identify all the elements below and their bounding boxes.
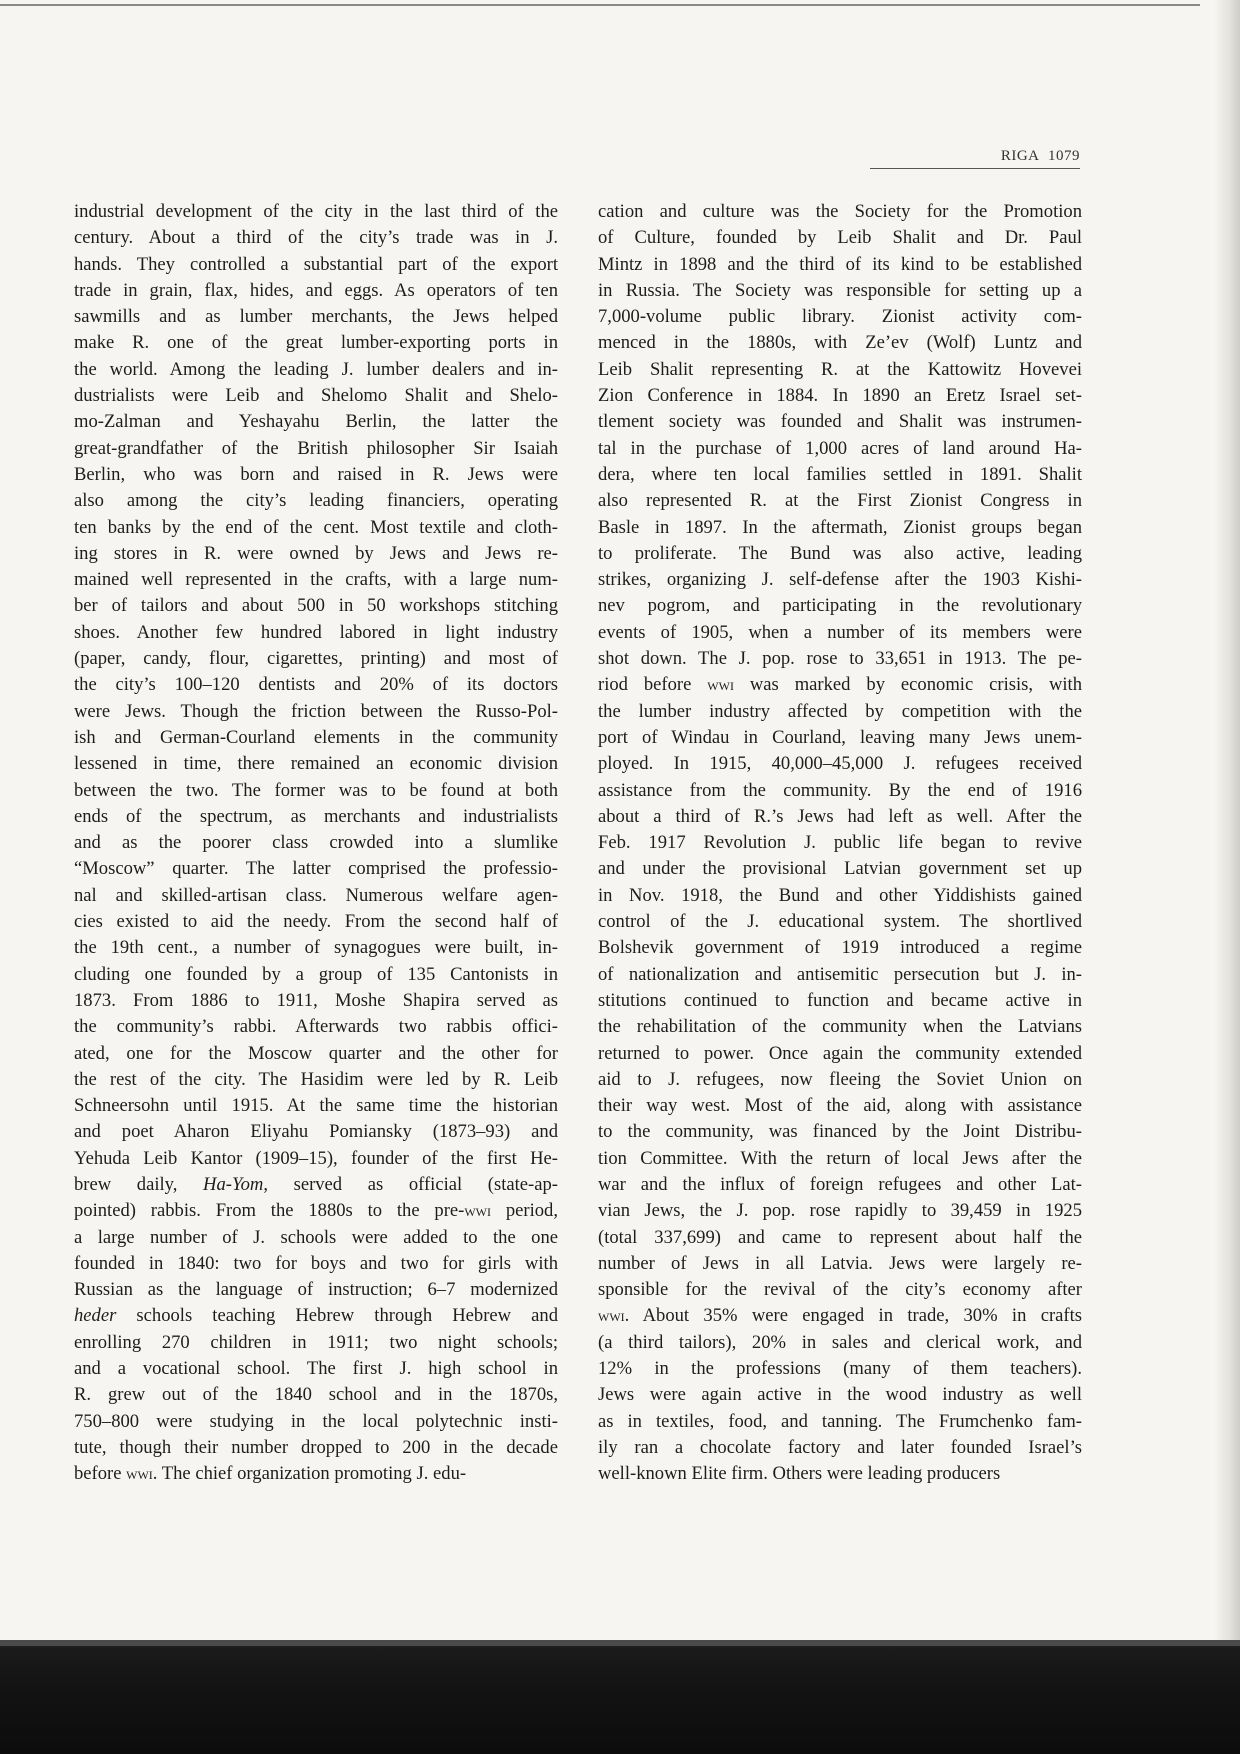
left-text-column: [74, 199, 558, 1488]
text-line: 7,000-volume public library. Zionist activity com-: [598, 306, 1082, 328]
text-line: tal in the purchase of 1,000 acres of land around Ha-: [598, 437, 1082, 459]
text-line: shot down. The J. pop. rose to 33,651 in 1913. The pe-: [598, 648, 1082, 670]
text-line: R. grew out of the 1840 school and in the 1870s,: [74, 1384, 558, 1406]
text-line: war and the influx of foreign refugees and other Lat-: [598, 1173, 1082, 1195]
text-line: before wwi. The chief organization promoting J. edu-: [74, 1463, 467, 1485]
running-header: [870, 148, 1080, 169]
text-line: enrolling 270 children in 1911; two night schools;: [74, 1331, 558, 1353]
text-line: riod before wwi was marked by economic crisis, with: [598, 674, 1083, 696]
text-line: Yehuda Leib Kantor (1909–15), founder of the first He-: [74, 1147, 558, 1169]
text-line: about a third of R.’s Jews had left as well. After the: [598, 805, 1082, 827]
text-line: events of 1905, when a number of its members were: [598, 621, 1082, 643]
text-line: and a vocational school. The first J. high school in: [74, 1358, 558, 1380]
text-line: ployed. In 1915, 40,000–45,000 J. refugees received: [598, 753, 1082, 775]
text-line: between the two. The former was to be found at both: [74, 779, 558, 801]
text-line: cluding one founded by a group of 135 Cantonists in: [74, 963, 558, 985]
text-line: 1873. From 1886 to 1911, Moshe Shapira served as: [74, 989, 558, 1011]
text-line: and poet Aharon Eliyahu Pomiansky (1873–93) and: [74, 1121, 558, 1143]
text-line: were Jews. Though the friction between the Russo-Pol-: [74, 700, 558, 722]
text-line: also represented R. at the First Zionist Congress in: [598, 490, 1082, 512]
text-line: wwi. About 35% were engaged in trade, 30% in crafts: [598, 1305, 1082, 1327]
right-text-column: [598, 199, 1082, 1488]
header-rule: [870, 168, 1080, 169]
text-line: Zion Conference in 1884. In 1890 an Eretz Israel set-: [598, 385, 1082, 407]
text-line: port of Windau in Courland, leaving many Jews unem-: [598, 726, 1082, 748]
text-line: (a third tailors), 20% in sales and clerical work, and: [598, 1331, 1082, 1353]
text-line: assistance from the community. By the end of 1916: [598, 779, 1082, 801]
text-line: great-grandfather of the British philosopher Sir Isaiah: [74, 437, 558, 459]
text-line: and under the provisional Latvian government set up: [598, 858, 1082, 880]
text-line: make R. one of the great lumber-exporting ports in: [74, 332, 558, 354]
text-line: ends of the spectrum, as merchants and industrialists: [74, 805, 558, 827]
text-line: Mintz in 1898 and the third of its kind to be established: [598, 253, 1082, 275]
text-line: tlement society was founded and Shalit was instrumen-: [598, 411, 1082, 433]
text-line: industrial development of the city in the last third of the: [74, 201, 558, 222]
text-line: dustrialists were Leib and Shelomo Shalit and Shelo-: [74, 385, 558, 407]
text-line: the rehabilitation of the community when the Latvians: [598, 1016, 1082, 1038]
text-line: the world. Among the leading J. lumber dealers and in-: [74, 358, 558, 380]
text-line: sawmills and as lumber merchants, the Jews helped: [74, 306, 558, 328]
text-line: of nationalization and antisemitic persecution but J. in-: [598, 963, 1082, 985]
text-line: the city’s 100–120 dentists and 20% of its doctors: [74, 674, 558, 696]
text-line: century. About a third of the city’s trade was in J.: [74, 227, 558, 249]
text-line: of Culture, founded by Leib Shalit and Dr. Paul: [598, 227, 1082, 249]
text-line: ber of tailors and about 500 in 50 workshops stitching: [74, 595, 558, 617]
text-line: ing stores in R. were owned by Jews and Jews re-: [74, 542, 558, 564]
text-line: 12% in the professions (many of them teachers).: [598, 1358, 1082, 1380]
text-line: returned to power. Once again the community extended: [598, 1042, 1082, 1064]
text-line: their way west. Most of the aid, along with assistance: [598, 1095, 1082, 1117]
text-line: brew daily, Ha-Yom, served as official (state-ap-: [74, 1173, 558, 1195]
text-line: control of the J. educational system. The shortlived: [598, 911, 1082, 933]
scan-top-edge: [0, 4, 1200, 6]
text-line: sponsible for the revival of the city’s economy after: [598, 1279, 1082, 1301]
text-line: menced in the 1880s, with Ze’ev (Wolf) Luntz and: [598, 332, 1082, 354]
text-line: Basle in 1897. In the aftermath, Zionist groups began: [598, 516, 1082, 538]
text-line: pointed) rabbis. From the 1880s to the pre-wwi period,: [74, 1200, 558, 1222]
text-line: nal and skilled-artisan class. Numerous welfare agen-: [74, 884, 558, 906]
text-line: shoes. Another few hundred labored in light industry: [74, 621, 558, 643]
text-line: stitutions continued to function and became active in: [598, 989, 1082, 1011]
text-line: cies existed to aid the needy. From the second half of: [74, 911, 558, 933]
text-line: in Russia. The Society was responsible for setting up a: [598, 279, 1082, 301]
page-gutter-shadow: [1214, 0, 1240, 1640]
text-line: Russian as the language of instruction; 6–7 modernized: [74, 1279, 558, 1301]
text-line: Berlin, who was born and raised in R. Jews were: [74, 463, 558, 485]
text-line: 750–800 were studying in the local polytechnic insti-: [74, 1410, 558, 1432]
scan-bottom-band: [0, 1640, 1240, 1754]
text-line: also among the city’s leading financiers, operating: [74, 490, 558, 512]
text-line: mo-Zalman and Yeshayahu Berlin, the latter the: [74, 411, 558, 433]
text-line: a large number of J. schools were added to the one: [74, 1226, 558, 1248]
text-line: tute, though their number dropped to 200 in the decade: [74, 1436, 558, 1458]
text-line: trade in grain, flax, hides, and eggs. As operators of ten: [74, 279, 558, 301]
text-line: to proliferate. The Bund was also active, leading: [598, 542, 1082, 564]
text-line: the 19th cent., a number of synagogues were built, in-: [74, 937, 558, 959]
text-line: Jews were again active in the wood industry as well: [598, 1384, 1082, 1406]
text-line: Bolshevik government of 1919 introduced a regime: [598, 937, 1082, 959]
text-line: nev pogrom, and participating in the revolutionary: [598, 595, 1082, 617]
text-line: Feb. 1917 Revolution J. public life began to revive: [598, 832, 1082, 854]
text-line: hands. They controlled a substantial part of the export: [74, 253, 558, 275]
text-line: dera, where ten local families settled in 1891. Shalit: [598, 463, 1082, 485]
text-line: and as the poorer class crowded into a slumlike: [74, 832, 558, 854]
text-line: “Moscow” quarter. The latter comprised the professio-: [74, 858, 558, 880]
text-line: vian Jews, the J. pop. rose rapidly to 39,459 in 1925: [598, 1200, 1082, 1222]
text-line: lessened in time, there remained an economic division: [74, 753, 558, 775]
text-line: the community’s rabbi. Afterwards two rabbis offici-: [74, 1016, 558, 1038]
text-line: ish and German-Courland elements in the community: [74, 726, 558, 748]
running-head-title: RIGA: [1000, 148, 1040, 164]
text-line: to the community, was financed by the Joint Distribu-: [598, 1121, 1082, 1143]
text-line: well-known Elite firm. Others were leading producers: [598, 1463, 1001, 1485]
text-line: strikes, organizing J. self-defense after the 1903 Kishi-: [598, 569, 1082, 591]
text-line: Schneersohn until 1915. At the same time the historian: [74, 1095, 558, 1117]
text-line: the lumber industry affected by competition with the: [598, 700, 1082, 722]
text-line: ten banks by the end of the cent. Most textile and cloth-: [74, 516, 558, 538]
text-line: heder schools teaching Hebrew through Hebrew and: [74, 1305, 558, 1327]
text-line: (paper, candy, flour, cigarettes, printing) and most of: [74, 648, 558, 670]
text-line: the rest of the city. The Hasidim were led by R. Leib: [74, 1068, 558, 1090]
text-line: ily ran a chocolate factory and later founded Israel’s: [598, 1436, 1082, 1458]
text-line: as in textiles, food, and tanning. The Frumchenko fam-: [598, 1410, 1082, 1432]
text-line: cation and culture was the Society for the Promotion: [598, 201, 1082, 222]
text-line: ated, one for the Moscow quarter and the other for: [74, 1042, 558, 1064]
text-line: aid to J. refugees, now fleeing the Soviet Union on: [598, 1068, 1082, 1090]
text-line: in Nov. 1918, the Bund and other Yiddishists gained: [598, 884, 1082, 906]
page-number: 1079: [1048, 148, 1080, 164]
text-line: number of Jews in all Latvia. Jews were largely re-: [598, 1252, 1082, 1274]
text-line: mained well represented in the crafts, with a large num-: [74, 569, 558, 591]
text-line: (total 337,699) and came to represent about half the: [598, 1226, 1082, 1248]
text-line: Leib Shalit representing R. at the Kattowitz Hovevei: [598, 358, 1082, 380]
text-line: founded in 1840: two for boys and two for girls with: [74, 1252, 558, 1274]
text-line: tion Committee. With the return of local Jews after the: [598, 1147, 1082, 1169]
